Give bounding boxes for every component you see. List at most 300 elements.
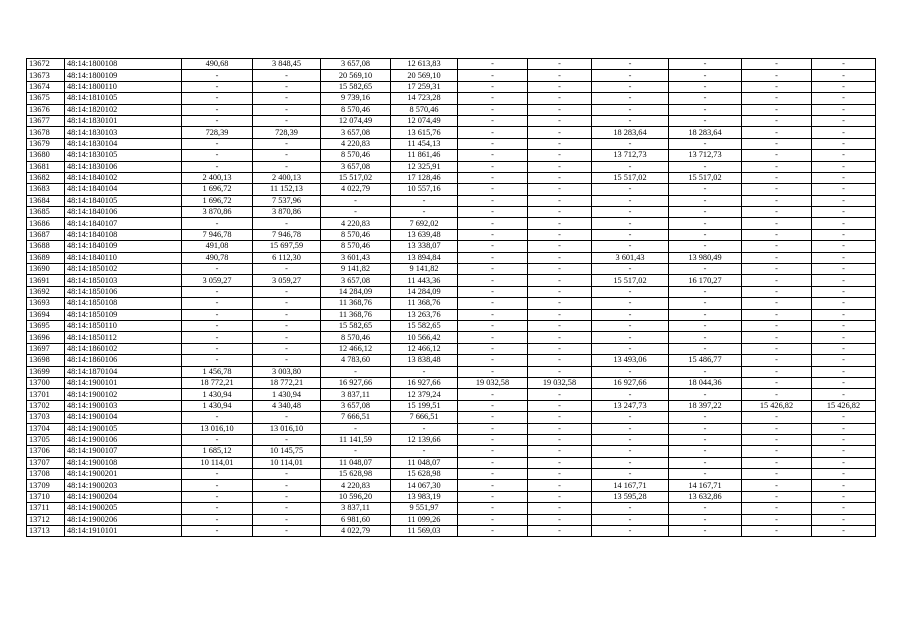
value-cell: 10 566,42 bbox=[391, 332, 458, 343]
table-row bbox=[27, 59, 876, 70]
data-table bbox=[26, 58, 876, 537]
value-cell: 1 696,72 bbox=[182, 195, 253, 206]
value-cell: - bbox=[812, 127, 876, 138]
value-cell: - bbox=[669, 332, 742, 343]
table-row bbox=[27, 526, 876, 537]
value-cell: - bbox=[458, 207, 528, 218]
row-number-cell: 13690 bbox=[27, 264, 65, 275]
row-number-cell: 13682 bbox=[27, 172, 65, 183]
value-cell: - bbox=[458, 434, 528, 445]
value-cell: - bbox=[669, 81, 742, 92]
row-number-cell: 13707 bbox=[27, 457, 65, 468]
value-cell: - bbox=[182, 434, 253, 445]
value-cell: 14 284,09 bbox=[391, 286, 458, 297]
cadastral-number-cell: 48:14:1850109 bbox=[65, 309, 182, 320]
value-cell: - bbox=[458, 93, 528, 104]
table-row bbox=[27, 298, 876, 309]
value-cell: - bbox=[458, 343, 528, 354]
value-cell: - bbox=[812, 469, 876, 480]
table-row bbox=[27, 115, 876, 126]
value-cell: 10 557,16 bbox=[391, 184, 458, 195]
row-number-cell: 13706 bbox=[27, 446, 65, 457]
value-cell: - bbox=[253, 309, 321, 320]
value-cell: - bbox=[458, 104, 528, 115]
cadastral-number-cell: 48:14:1900101 bbox=[65, 377, 182, 388]
value-cell: - bbox=[669, 526, 742, 537]
table-row bbox=[27, 286, 876, 297]
cadastral-number-cell: 48:14:1850106 bbox=[65, 286, 182, 297]
value-cell: 10 145,75 bbox=[253, 446, 321, 457]
value-cell: - bbox=[592, 93, 669, 104]
value-cell: - bbox=[669, 514, 742, 525]
table-row bbox=[27, 503, 876, 514]
value-cell: 11 569,03 bbox=[391, 526, 458, 537]
value-cell: 19 032,58 bbox=[458, 377, 528, 388]
table-row bbox=[27, 491, 876, 502]
value-cell: - bbox=[321, 423, 391, 434]
value-cell: 3 870,86 bbox=[182, 207, 253, 218]
value-cell: 4 220,83 bbox=[321, 480, 391, 491]
value-cell: - bbox=[592, 423, 669, 434]
value-cell: - bbox=[182, 218, 253, 229]
value-cell: - bbox=[812, 526, 876, 537]
value-cell: - bbox=[669, 446, 742, 457]
value-cell: - bbox=[528, 332, 592, 343]
value-cell: - bbox=[528, 70, 592, 81]
value-cell: 8 570,46 bbox=[321, 241, 391, 252]
value-cell: 8 570,46 bbox=[321, 104, 391, 115]
row-number-cell: 13684 bbox=[27, 195, 65, 206]
value-cell: - bbox=[528, 59, 592, 70]
value-cell: - bbox=[253, 93, 321, 104]
cadastral-number-cell: 48:14:1860102 bbox=[65, 343, 182, 354]
value-cell: - bbox=[528, 81, 592, 92]
value-cell: - bbox=[812, 81, 876, 92]
value-cell: 13 016,10 bbox=[182, 423, 253, 434]
value-cell: - bbox=[742, 377, 812, 388]
value-cell: - bbox=[253, 264, 321, 275]
value-cell: 7 666,51 bbox=[391, 412, 458, 423]
value-cell: - bbox=[742, 104, 812, 115]
cadastral-number-cell: 48:14:1860106 bbox=[65, 355, 182, 366]
value-cell: - bbox=[458, 59, 528, 70]
table-row bbox=[27, 343, 876, 354]
value-cell: 17 259,31 bbox=[391, 81, 458, 92]
value-cell: - bbox=[253, 434, 321, 445]
value-cell: - bbox=[812, 332, 876, 343]
row-number-cell: 13680 bbox=[27, 150, 65, 161]
value-cell: 2 400,13 bbox=[182, 172, 253, 183]
value-cell: 3 657,08 bbox=[321, 400, 391, 411]
cadastral-number-cell: 48:14:1840105 bbox=[65, 195, 182, 206]
cadastral-number-cell: 48:14:1900106 bbox=[65, 434, 182, 445]
value-cell: - bbox=[592, 241, 669, 252]
value-cell: - bbox=[812, 195, 876, 206]
row-number-cell: 13699 bbox=[27, 366, 65, 377]
value-cell: 3 003,80 bbox=[253, 366, 321, 377]
value-cell: - bbox=[182, 93, 253, 104]
row-number-cell: 13709 bbox=[27, 480, 65, 491]
row-number-cell: 13705 bbox=[27, 434, 65, 445]
table-row bbox=[27, 172, 876, 183]
value-cell: - bbox=[528, 218, 592, 229]
value-cell: - bbox=[458, 195, 528, 206]
value-cell: - bbox=[528, 115, 592, 126]
value-cell: 12 074,49 bbox=[391, 115, 458, 126]
value-cell: - bbox=[458, 150, 528, 161]
value-cell: - bbox=[528, 298, 592, 309]
cadastral-number-cell: 48:14:1900205 bbox=[65, 503, 182, 514]
value-cell: - bbox=[742, 503, 812, 514]
value-cell: - bbox=[742, 81, 812, 92]
value-cell: 4 022,79 bbox=[321, 526, 391, 537]
value-cell: - bbox=[669, 104, 742, 115]
cadastral-number-cell: 48:14:1840104 bbox=[65, 184, 182, 195]
row-number-cell: 13688 bbox=[27, 241, 65, 252]
value-cell: - bbox=[182, 150, 253, 161]
value-cell: 12 325,91 bbox=[391, 161, 458, 172]
value-cell: - bbox=[812, 491, 876, 502]
row-number-cell: 13692 bbox=[27, 286, 65, 297]
value-cell: - bbox=[592, 412, 669, 423]
value-cell: 11 861,46 bbox=[391, 150, 458, 161]
value-cell: - bbox=[742, 184, 812, 195]
cadastral-number-cell: 48:14:1840102 bbox=[65, 172, 182, 183]
value-cell: - bbox=[528, 446, 592, 457]
value-cell: 1 456,78 bbox=[182, 366, 253, 377]
value-cell: 9 141,82 bbox=[321, 264, 391, 275]
value-cell: 4 220,83 bbox=[321, 138, 391, 149]
value-cell: - bbox=[592, 81, 669, 92]
value-cell: - bbox=[669, 412, 742, 423]
value-cell: - bbox=[669, 184, 742, 195]
value-cell: - bbox=[669, 161, 742, 172]
value-cell: 11 368,76 bbox=[321, 298, 391, 309]
value-cell: 7 946,78 bbox=[182, 229, 253, 240]
value-cell: 3 657,08 bbox=[321, 127, 391, 138]
value-cell: - bbox=[592, 115, 669, 126]
value-cell: 4 783,60 bbox=[321, 355, 391, 366]
value-cell: - bbox=[669, 457, 742, 468]
value-cell: - bbox=[592, 332, 669, 343]
value-cell: - bbox=[812, 377, 876, 388]
value-cell: 4 340,48 bbox=[253, 400, 321, 411]
value-cell: 14 723,28 bbox=[391, 93, 458, 104]
value-cell: 11 099,26 bbox=[391, 514, 458, 525]
value-cell: - bbox=[812, 207, 876, 218]
value-cell: - bbox=[592, 503, 669, 514]
value-cell: - bbox=[458, 184, 528, 195]
cadastral-number-cell: 48:14:1850112 bbox=[65, 332, 182, 343]
value-cell: - bbox=[253, 332, 321, 343]
value-cell: - bbox=[592, 104, 669, 115]
value-cell: 13 016,10 bbox=[253, 423, 321, 434]
value-cell: - bbox=[742, 514, 812, 525]
value-cell: - bbox=[742, 138, 812, 149]
row-number-cell: 13687 bbox=[27, 229, 65, 240]
row-number-cell: 13675 bbox=[27, 93, 65, 104]
value-cell: - bbox=[391, 423, 458, 434]
value-cell: - bbox=[812, 309, 876, 320]
cadastral-number-cell: 48:14:1830106 bbox=[65, 161, 182, 172]
value-cell: - bbox=[182, 343, 253, 354]
value-cell: 13 838,48 bbox=[391, 355, 458, 366]
value-cell: - bbox=[528, 172, 592, 183]
table-row bbox=[27, 138, 876, 149]
table-row bbox=[27, 150, 876, 161]
row-number-cell: 13713 bbox=[27, 526, 65, 537]
value-cell: 12 466,12 bbox=[321, 343, 391, 354]
value-cell: - bbox=[742, 127, 812, 138]
table-row bbox=[27, 400, 876, 411]
value-cell: - bbox=[458, 127, 528, 138]
value-cell: - bbox=[812, 59, 876, 70]
value-cell: - bbox=[321, 446, 391, 457]
value-cell: - bbox=[253, 115, 321, 126]
table-row bbox=[27, 264, 876, 275]
value-cell: 12 466,12 bbox=[391, 343, 458, 354]
row-number-cell: 13676 bbox=[27, 104, 65, 115]
value-cell: 7 692,02 bbox=[391, 218, 458, 229]
value-cell: - bbox=[592, 298, 669, 309]
row-number-cell: 13677 bbox=[27, 115, 65, 126]
value-cell: 13 247,73 bbox=[592, 400, 669, 411]
value-cell: - bbox=[742, 150, 812, 161]
value-cell: - bbox=[528, 526, 592, 537]
value-cell: 15 628,98 bbox=[391, 469, 458, 480]
value-cell: - bbox=[182, 514, 253, 525]
value-cell: - bbox=[458, 81, 528, 92]
value-cell: 15 582,65 bbox=[321, 320, 391, 331]
row-number-cell: 13708 bbox=[27, 469, 65, 480]
value-cell: - bbox=[458, 275, 528, 286]
value-cell: - bbox=[391, 207, 458, 218]
row-number-cell: 13691 bbox=[27, 275, 65, 286]
value-cell: - bbox=[182, 104, 253, 115]
value-cell: 13 712,73 bbox=[592, 150, 669, 161]
value-cell: - bbox=[458, 286, 528, 297]
value-cell: - bbox=[458, 218, 528, 229]
value-cell: - bbox=[669, 207, 742, 218]
value-cell: - bbox=[528, 434, 592, 445]
cadastral-number-cell: 48:14:1850110 bbox=[65, 320, 182, 331]
value-cell: - bbox=[528, 503, 592, 514]
value-cell: - bbox=[528, 423, 592, 434]
value-cell: 15 517,02 bbox=[321, 172, 391, 183]
table-row bbox=[27, 434, 876, 445]
row-number-cell: 13710 bbox=[27, 491, 65, 502]
value-cell: 490,68 bbox=[182, 59, 253, 70]
value-cell: - bbox=[742, 332, 812, 343]
value-cell: 8 570,46 bbox=[321, 332, 391, 343]
value-cell: - bbox=[742, 480, 812, 491]
value-cell: - bbox=[182, 115, 253, 126]
table-row bbox=[27, 469, 876, 480]
cadastral-number-cell: 48:14:1800109 bbox=[65, 70, 182, 81]
table-row bbox=[27, 320, 876, 331]
cadastral-number-cell: 48:14:1900103 bbox=[65, 400, 182, 411]
cadastral-number-cell: 48:14:1900203 bbox=[65, 480, 182, 491]
value-cell: - bbox=[669, 423, 742, 434]
value-cell: - bbox=[812, 366, 876, 377]
value-cell: - bbox=[812, 218, 876, 229]
value-cell: - bbox=[253, 355, 321, 366]
value-cell: 18 772,21 bbox=[182, 377, 253, 388]
value-cell: - bbox=[182, 138, 253, 149]
value-cell: - bbox=[812, 412, 876, 423]
row-number-cell: 13698 bbox=[27, 355, 65, 366]
value-cell: - bbox=[458, 526, 528, 537]
value-cell: - bbox=[253, 298, 321, 309]
table-row bbox=[27, 389, 876, 400]
value-cell: - bbox=[458, 241, 528, 252]
value-cell: - bbox=[458, 309, 528, 320]
value-cell: 13 980,49 bbox=[669, 252, 742, 263]
value-cell: 3 601,43 bbox=[321, 252, 391, 263]
value-cell: - bbox=[592, 264, 669, 275]
value-cell: - bbox=[812, 104, 876, 115]
table-row bbox=[27, 207, 876, 218]
value-cell: - bbox=[742, 252, 812, 263]
value-cell: - bbox=[742, 59, 812, 70]
value-cell: - bbox=[182, 412, 253, 423]
value-cell: 15 697,59 bbox=[253, 241, 321, 252]
value-cell: - bbox=[592, 218, 669, 229]
value-cell: - bbox=[669, 469, 742, 480]
cadastral-number-cell: 48:14:1900105 bbox=[65, 423, 182, 434]
value-cell: - bbox=[812, 138, 876, 149]
value-cell: - bbox=[742, 526, 812, 537]
value-cell: - bbox=[812, 184, 876, 195]
value-cell: - bbox=[742, 469, 812, 480]
value-cell: 11 443,36 bbox=[391, 275, 458, 286]
value-cell: - bbox=[528, 252, 592, 263]
cadastral-number-cell: 48:14:1850103 bbox=[65, 275, 182, 286]
value-cell: - bbox=[528, 275, 592, 286]
value-cell: - bbox=[253, 469, 321, 480]
value-cell: - bbox=[812, 286, 876, 297]
value-cell: - bbox=[253, 491, 321, 502]
cadastral-number-cell: 48:14:1900201 bbox=[65, 469, 182, 480]
value-cell: - bbox=[253, 480, 321, 491]
value-cell: - bbox=[592, 320, 669, 331]
value-cell: - bbox=[458, 229, 528, 240]
value-cell: 16 927,66 bbox=[391, 377, 458, 388]
value-cell: - bbox=[812, 115, 876, 126]
value-cell: - bbox=[458, 115, 528, 126]
value-cell: - bbox=[182, 526, 253, 537]
table-row bbox=[27, 446, 876, 457]
value-cell: 12 074,49 bbox=[321, 115, 391, 126]
value-cell: - bbox=[458, 389, 528, 400]
value-cell: - bbox=[528, 400, 592, 411]
value-cell: 8 570,46 bbox=[321, 229, 391, 240]
value-cell: - bbox=[812, 264, 876, 275]
value-cell: - bbox=[592, 229, 669, 240]
table-row bbox=[27, 70, 876, 81]
value-cell: - bbox=[669, 218, 742, 229]
value-cell: 3 059,27 bbox=[182, 275, 253, 286]
row-number-cell: 13694 bbox=[27, 309, 65, 320]
value-cell: 1 430,94 bbox=[182, 400, 253, 411]
value-cell: - bbox=[592, 195, 669, 206]
value-cell: - bbox=[253, 503, 321, 514]
value-cell: 14 167,71 bbox=[669, 480, 742, 491]
value-cell: - bbox=[742, 434, 812, 445]
value-cell: - bbox=[528, 127, 592, 138]
row-number-cell: 13689 bbox=[27, 252, 65, 263]
value-cell: - bbox=[669, 70, 742, 81]
value-cell: - bbox=[528, 229, 592, 240]
cadastral-number-cell: 48:14:1900206 bbox=[65, 514, 182, 525]
value-cell: - bbox=[458, 457, 528, 468]
value-cell: - bbox=[742, 343, 812, 354]
value-cell: - bbox=[528, 264, 592, 275]
value-cell: - bbox=[182, 264, 253, 275]
value-cell: - bbox=[253, 138, 321, 149]
value-cell: - bbox=[528, 355, 592, 366]
cadastral-number-cell: 48:14:1840110 bbox=[65, 252, 182, 263]
value-cell: - bbox=[528, 320, 592, 331]
value-cell: - bbox=[669, 138, 742, 149]
value-cell: - bbox=[592, 434, 669, 445]
value-cell: - bbox=[182, 70, 253, 81]
table-row bbox=[27, 366, 876, 377]
value-cell: 4 022,79 bbox=[321, 184, 391, 195]
value-cell: - bbox=[812, 150, 876, 161]
table-row bbox=[27, 195, 876, 206]
cadastral-number-cell: 48:14:1910101 bbox=[65, 526, 182, 537]
value-cell: 20 569,10 bbox=[391, 70, 458, 81]
value-cell: - bbox=[528, 104, 592, 115]
value-cell: 728,39 bbox=[253, 127, 321, 138]
row-number-cell: 13701 bbox=[27, 389, 65, 400]
value-cell: - bbox=[669, 503, 742, 514]
value-cell: 16 170,27 bbox=[669, 275, 742, 286]
value-cell: - bbox=[742, 161, 812, 172]
value-cell: 491,08 bbox=[182, 241, 253, 252]
cadastral-number-cell: 48:14:1850102 bbox=[65, 264, 182, 275]
value-cell: 11 048,07 bbox=[391, 457, 458, 468]
value-cell: - bbox=[669, 115, 742, 126]
cadastral-number-cell: 48:14:1840109 bbox=[65, 241, 182, 252]
value-cell: - bbox=[458, 423, 528, 434]
value-cell: - bbox=[528, 184, 592, 195]
value-cell: 3 848,45 bbox=[253, 59, 321, 70]
table-row bbox=[27, 355, 876, 366]
value-cell: - bbox=[742, 412, 812, 423]
value-cell: - bbox=[669, 195, 742, 206]
value-cell: 12 613,83 bbox=[391, 59, 458, 70]
cadastral-number-cell: 48:14:1850108 bbox=[65, 298, 182, 309]
row-number-cell: 13672 bbox=[27, 59, 65, 70]
value-cell: - bbox=[592, 526, 669, 537]
cadastral-number-cell: 48:14:1830104 bbox=[65, 138, 182, 149]
value-cell: - bbox=[742, 241, 812, 252]
value-cell: 15 582,65 bbox=[391, 320, 458, 331]
value-cell: - bbox=[528, 286, 592, 297]
value-cell: 11 368,76 bbox=[391, 298, 458, 309]
value-cell: - bbox=[458, 491, 528, 502]
value-cell: - bbox=[253, 218, 321, 229]
value-cell: 18 397,22 bbox=[669, 400, 742, 411]
table-row bbox=[27, 252, 876, 263]
value-cell: - bbox=[253, 412, 321, 423]
value-cell: - bbox=[528, 195, 592, 206]
value-cell: - bbox=[812, 70, 876, 81]
value-cell: 11 454,13 bbox=[391, 138, 458, 149]
value-cell: 19 032,58 bbox=[528, 377, 592, 388]
